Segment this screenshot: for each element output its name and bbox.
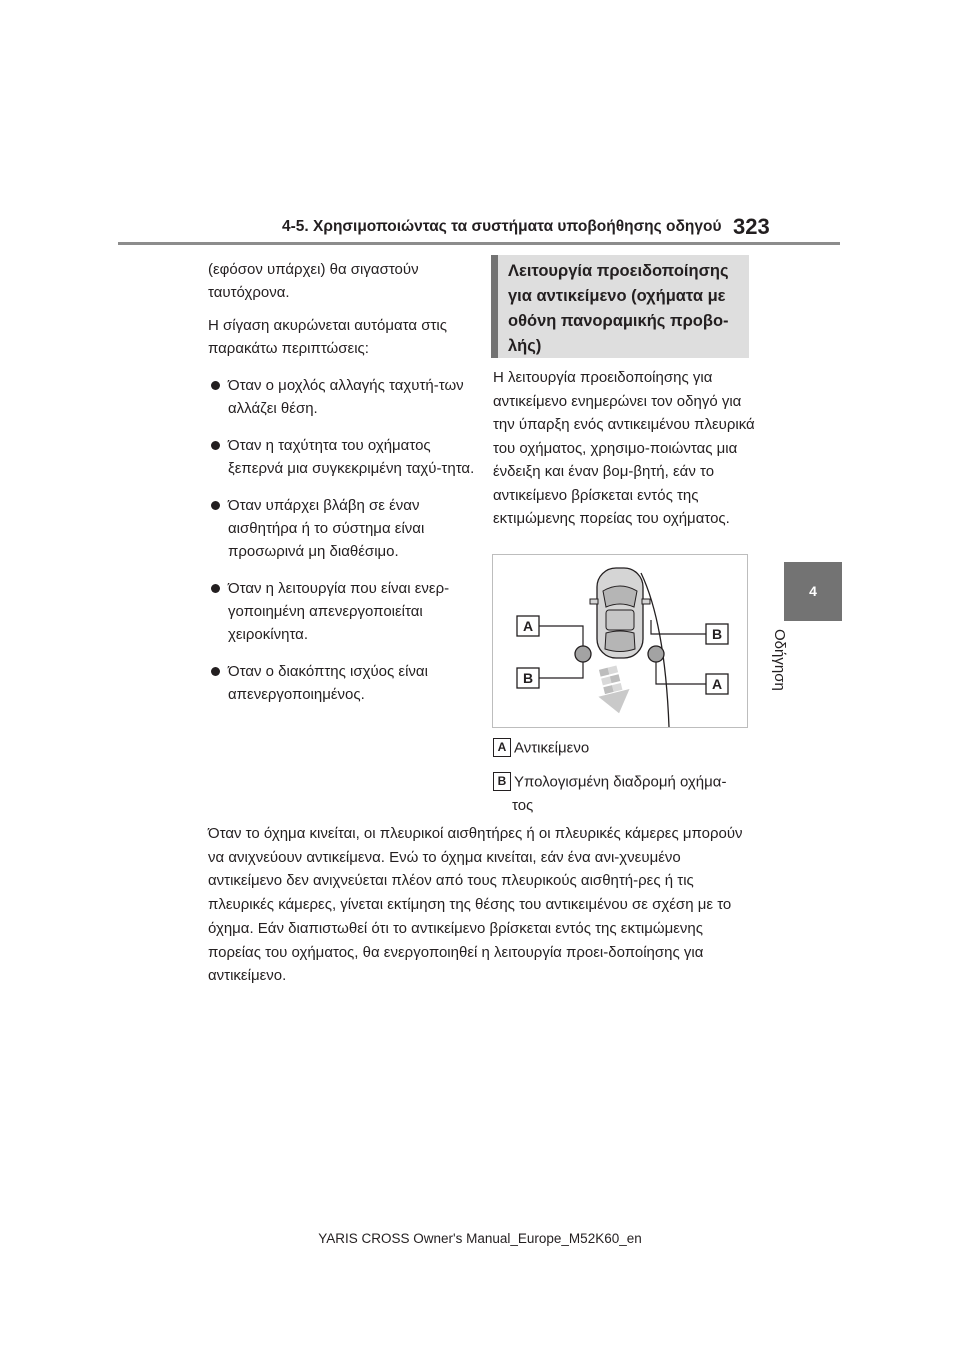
label-b-right-text: B [711,626,723,642]
chapter-name [771,629,801,724]
object-detection-paragraph: Όταν το όχημα κινείται, οι πλευρικοί αισθητήρες ή οι πλευρικές κάμερες μπορούν να ανιχνεύουν αντικείμενα. Ενώ το όχημα κινείται, εάν ένα ανι-χνευμένο αντικείμενο δεν ανιχνεύεται πλέον από τους πλευρικούς αισθητή-ρες ή τις πλευρικές κάμερες, γίνεται εκτίμηση της θέσης του αντικειμένου σε σχέση με το όχημα. Εάν διαπιστωθεί ότι το αντικείμενο βρίσκεται εντός της εκτιμώμενης πορείας του οχήματος, θα ενεργοποιηθεί η λειτουργία προει-δοποίησης για αντικείμενο. [208,825,743,985]
legend-text-a: Αντικείμενο [514,739,590,757]
cancel-conditions-list [208,374,476,706]
label-b-left-text: B [522,670,534,686]
legend-item-a [493,736,757,760]
cancel-intro: Η σίγαση ακυρώνεται αυτόματα στις παρακάτω περιπτώσεις: [208,317,447,357]
list-item: Όταν η ταχύτητα του οχήματος ξεπερνά μια συγκεκριμένη ταχύ-τητα. [208,434,476,480]
list-item: Όταν η λειτουργία που είναι ενερ-γοποιημένη απενεργοποιείται χειροκίνητα. [208,577,476,646]
page-number: 323 [733,214,770,239]
legend-key-a: A [493,738,511,757]
leader-line-b-left [539,662,583,678]
label-a-right [706,674,728,694]
object-right-marker [648,646,664,662]
section-title: 4-5. Χρησιμοποιώντας τα συστήματα υποβοήθησης οδηγού [282,218,722,235]
callout-heading: Λειτουργία προειδοποίησης για αντικείμενο (οχήματα με οθόνη πανοραμικής προβο-λής) [491,255,749,358]
motion-arrow-icon [592,664,634,717]
left-column [208,258,476,720]
label-a-left [517,616,539,636]
chapter-number: 4 [809,583,817,599]
object-left-marker [575,646,591,662]
car-icon [590,568,650,658]
legend-item-b [493,770,757,817]
vehicle-diagram-svg [493,555,747,727]
intro-line-1: (εφόσον υπάρχει) θα σιγαστούν [208,261,419,278]
footer-text: YARIS CROSS Owner's Manual_Europe_M52K60_en [318,1231,642,1246]
legend-text-b-continuation: τος [512,796,534,814]
list-item: Όταν υπάρχει βλάβη σε έναν αισθητήρα ή το σύστημα είναι προσωρινά μη διαθέσιμο. [208,494,476,563]
leader-line-a-right [656,662,706,684]
leader-line-a-left [539,626,583,646]
label-a-right-text: A [711,676,723,692]
label-b-left [517,668,539,688]
list-item: Όταν ο μοχλός αλλαγής ταχυτή-των αλλάζει θέση. [208,374,476,420]
label-b-right [706,624,728,644]
intro-text [208,258,476,304]
chapter-name-text: Οδήγηση [771,629,788,691]
description-paragraph: Η λειτουργία προειδοποίησης για αντικείμενο ενημερώνει τον οδηγό για την ύπαρξη ενός αντικειμένου πλευρικά του οχήματος, χρησιμο-ποιώντας μια ένδειξη και έναν βομ-βητή, εάν το αντικείμενο βρίσκεται εντός της εκτιμώμενης πορείας του οχήματος. [493,369,755,527]
vehicle-diagram [492,554,748,728]
legend-key-b: B [493,772,511,791]
label-a-left-text: A [522,618,534,634]
list-item: Όταν ο διακόπτης ισχύος είναι απενεργοποιημένος. [208,660,476,706]
intro-line-2: ταυτόχρονα. [208,284,290,301]
legend-text-b: Υπολογισμένη διαδρομή οχήμα- [514,773,727,791]
header-divider [118,242,840,245]
